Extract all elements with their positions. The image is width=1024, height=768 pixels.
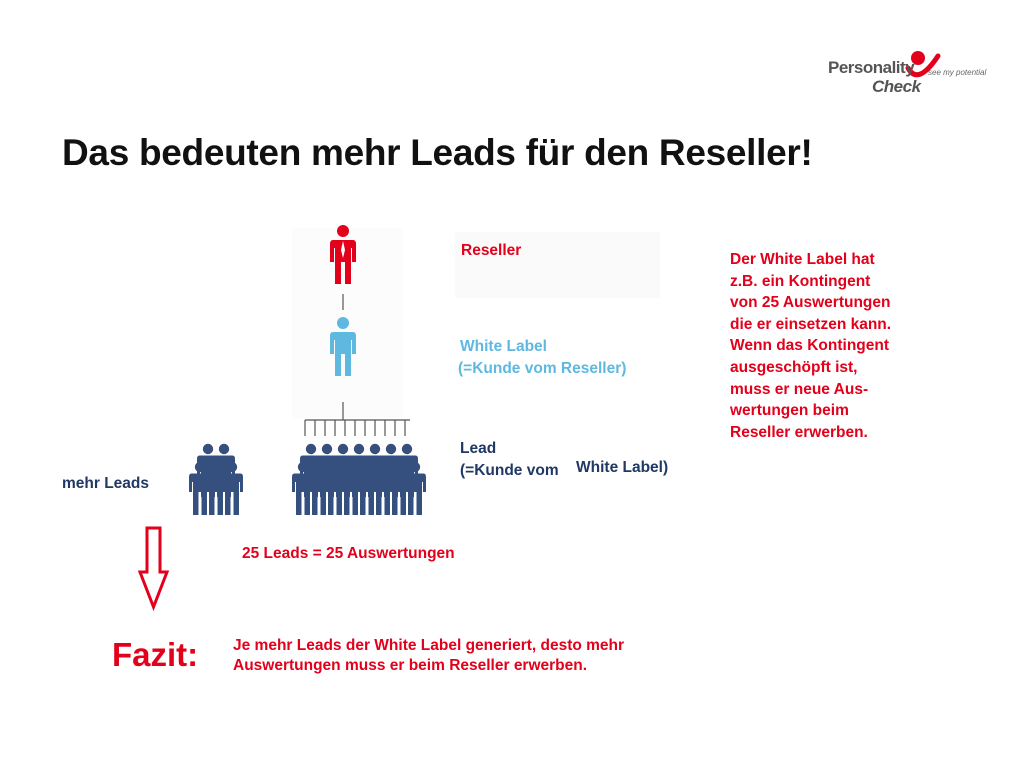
equation-label: 25 Leads = 25 Auswertungen xyxy=(242,545,455,562)
conclusion-line: Auswertungen muss er beim Reseller erwerben. xyxy=(233,657,588,674)
more-leads-group-icon xyxy=(189,444,243,515)
note-line: z.B. ein Kontingent xyxy=(730,272,871,290)
note-line: Wenn das Kontingent xyxy=(730,337,890,355)
note-line: Der White Label hat xyxy=(730,251,875,268)
note-line: Reseller erwerben. xyxy=(730,423,868,441)
note-line: von 25 Auswertungen xyxy=(730,294,891,312)
lead-subtitle-part1: (=Kunde vom xyxy=(460,462,559,479)
note-line: die er einsetzen kann. xyxy=(730,315,892,333)
conclusion-text xyxy=(233,636,624,676)
white-label-title: White Label xyxy=(460,338,547,355)
down-arrow-icon xyxy=(140,528,167,607)
conclusion-line: Je mehr Leads der White Label generiert, desto mehr xyxy=(233,637,625,654)
more-leads-label: mehr Leads xyxy=(62,475,150,492)
logo-word-personality: Personality xyxy=(828,58,915,77)
fazit-label: Fazit: xyxy=(112,636,199,673)
logo-word-check: Check xyxy=(872,77,921,96)
lead-connector-comb xyxy=(305,420,410,436)
reseller-label: Reseller xyxy=(461,242,522,259)
lead-group-icon xyxy=(292,444,426,515)
note-line: muss er neue Aus- xyxy=(730,380,869,398)
white-label-person-icon xyxy=(330,317,356,376)
explanation-note xyxy=(730,249,960,443)
logo-tagline: see my potential xyxy=(928,68,987,77)
note-line: ausgeschöpft ist, xyxy=(730,358,858,376)
lead-title: Lead xyxy=(460,440,497,457)
reseller-person-icon xyxy=(330,225,356,284)
slide-title: Das bedeuten mehr Leads für den Reseller! xyxy=(62,132,813,173)
white-label-subtitle: (=Kunde vom Reseller) xyxy=(458,360,627,377)
lead-subtitle-part2: White Label) xyxy=(576,459,669,476)
note-line: wertungen beim xyxy=(730,402,849,420)
